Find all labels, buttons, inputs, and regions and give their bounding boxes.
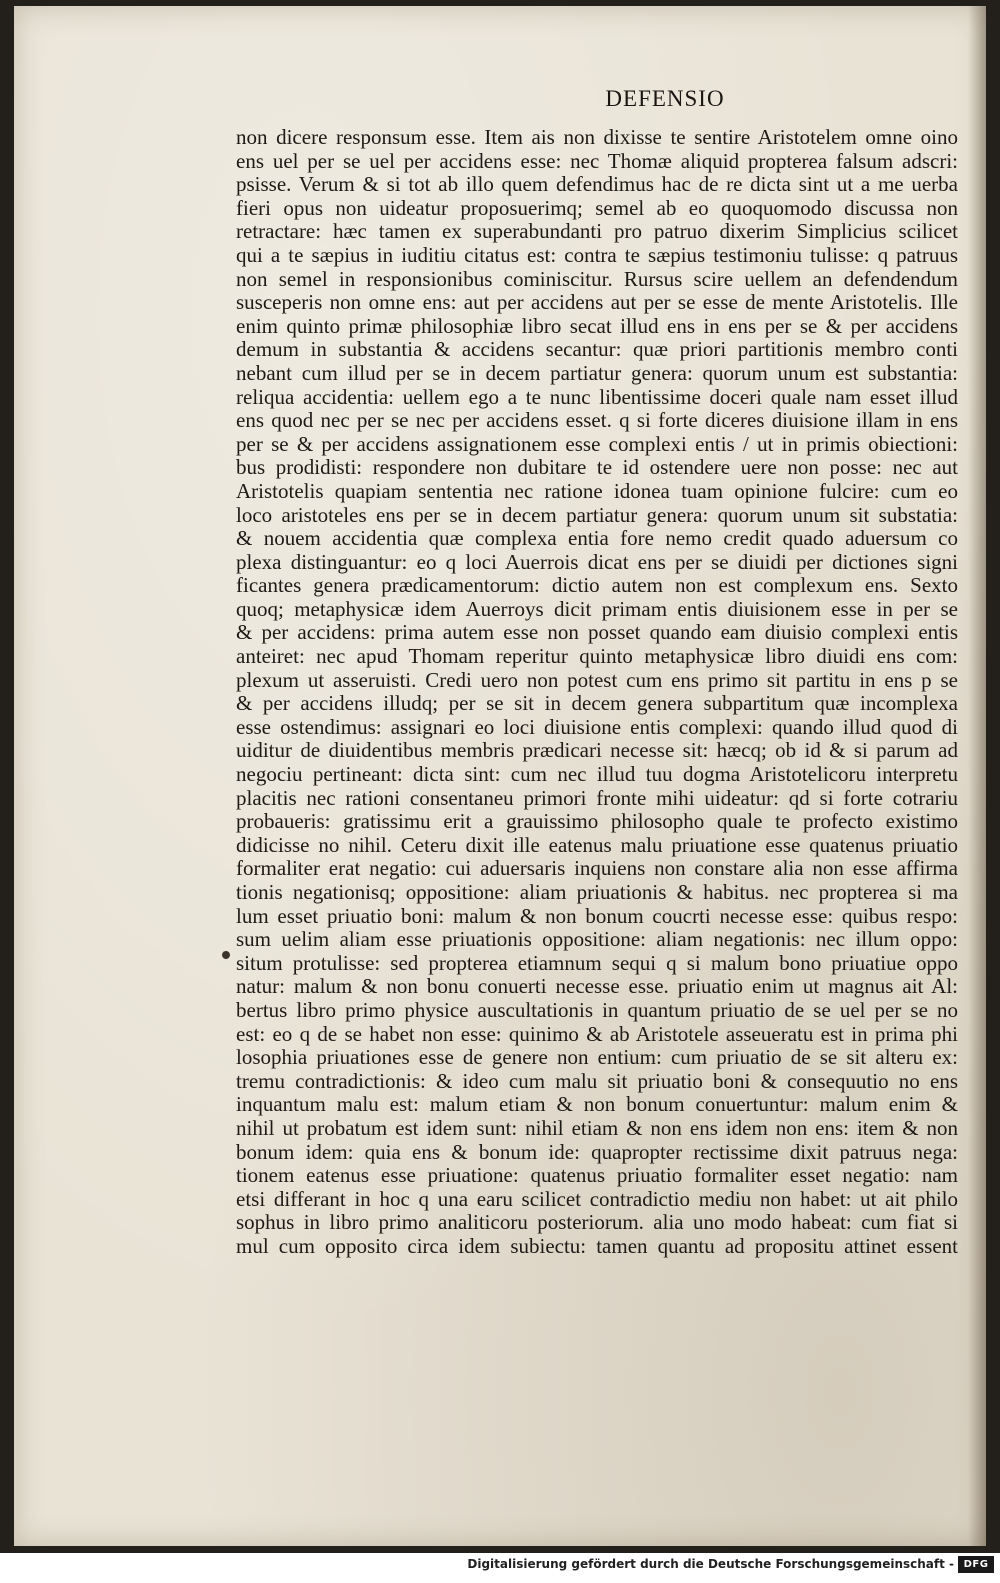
text-line: Aristotelis quapiam sententia nec ratione idonea tuam opinione fulcire: cum eo (236, 479, 958, 503)
text-line: situm protulisse: sed propterea etiamnum sequi q si malum bono priuatiue oppo (236, 951, 958, 975)
page-edge-shadow (968, 6, 986, 1546)
text-line: & nouem accidentia quæ complexa entia fore nemo credit quado aduersum co (236, 527, 958, 551)
dfg-logo: DFG (958, 1556, 994, 1573)
text-line: susceperis non omne ens: aut per accidens aut per se esse de mente Aristotelis. Ille (236, 291, 958, 315)
funding-credit: Digitalisierung gefördert durch die Deutsche Forschungsgemeinschaft - (467, 1557, 954, 1571)
text-line: non dicere responsum esse. Item ais non dixisse te sentire Aristotelem omne oino (236, 126, 958, 149)
text-line: didicisse no nihil. Ceteru dixit ille eatenus malu priuatione esse quatenus priuatio (236, 833, 958, 857)
text-line: ficantes genera prædicamentorum: dictio autem non est complexum ens. Sexto (236, 574, 958, 598)
text-line: uiditur de diuidentibus membris prædicari necesse sit: hæcq; ob id & si parum ad (236, 739, 958, 763)
text-line: formaliter erat negatio: cui aduersaris inquiens non constare alia non esse affirma (236, 857, 958, 881)
text-line: enim quinto primæ philosophiæ libro secat illud ens in ens per se & per accidens (236, 314, 958, 338)
text-line: bertus libro primo physice auscultationis in quantum priuatio de se uel per se no (236, 998, 958, 1022)
running-head: DEFENSIO (605, 86, 725, 111)
body-text (236, 126, 958, 1259)
text-line: nebant cum illud per se in decem partiatur genera: quorum unum est substantia: (236, 361, 958, 385)
text-line: losophia priuationes esse de genere non entium: cum priuatio de se sit alteru ex: (236, 1046, 958, 1070)
text-line: tremu contradictionis: & ideo cum malu sit priuatio boni & consequutio no ens (236, 1069, 958, 1093)
text-line: lum esset priuatio boni: malum & non bonum coucrti necesse esse: quibus respo: (236, 904, 958, 928)
text-line: inquantum malu est: malum etiam & non bonum conuertuntur: malum enim & (236, 1093, 958, 1117)
text-line: ens quod nec per se nec per accidens esset. q si forte diceres diuisione illam in ens (236, 409, 958, 433)
text-line: negociu pertineant: dicta sint: cum nec illud tuu dogma Aristotelicoru interpretu (236, 763, 958, 787)
text-line: mul cum opposito circa idem subiectu: tamen quantu ad propositu attinet essent (236, 1234, 958, 1258)
text-line: sophus in libro primo analiticoru posteriorum. alia uno modo habeat: cum fiat si (236, 1211, 958, 1235)
text-line: anteiret: nec apud Thomam reperitur quinto metaphysicæ libro diuidi ens com: (236, 645, 958, 669)
text-line: tionem eatenus esse priuatione: quatenus priuatio formaliter esset negatio: nam (236, 1164, 958, 1188)
text-line: plexa distinguantur: eo q loci Auerrois dicat ens per se diuidi per dictiones signi (236, 550, 958, 574)
text-line: quoq; metaphysicæ idem Auerroys dicit primam entis diuisionem esse in per se (236, 597, 958, 621)
text-line: ens uel per se uel per accidens esse: nec Thomæ aliquid propterea falsum adscri: (236, 149, 958, 173)
text-line: psisse. Verum & si tot ab illo quem defendimus hac de re dicta sint ut a me uerba (236, 173, 958, 197)
text-line: tionis negationisq; oppositione: aliam priuationis & habitus. nec propterea si ma (236, 881, 958, 904)
text-line: non semel in responsionibus cominiscitur. Rursus scire uellem an defendendum (236, 267, 958, 291)
text-line: per se & per accidens assignationem esse complexi entis / ut in primis obiectioni: (236, 432, 958, 456)
text-line: reliqua accidentia: uellem ego a te nunc libentissime doceri quale nam esset illud (236, 385, 958, 409)
text-line: est: eo q de se habet non esse: quinimo & ab Aristotele asseueratu est in prima phi (236, 1022, 958, 1046)
text-line: retractare: hæc tamen ex superabundanti pro patruo dixerim Simplicius scilicet (236, 220, 958, 244)
text-line: qui a te sæpius in iuditiu citatus est: contra te sæpius testimoniu tulisse: q patruus (236, 243, 958, 267)
text-line: bonum idem: quia ens & bonum ide: quapropter rectissime dixit patruus nega: (236, 1140, 958, 1164)
text-line: loco aristoteles ens per se in decem partiatur genera: quorum unum sit substatia: (236, 503, 958, 527)
text-line: esse ostendimus: assignari eo loci diuisione entis complexi: quando illud quod di (236, 715, 958, 739)
text-line: & per accidens illudq; per se sit in decem genera subpartitum quæ incomplexa (236, 692, 958, 716)
text-line: & per accidens: prima autem esse non posset quando eam diuisio complexi entis (236, 621, 958, 645)
text-line: placitis nec rationi consentaneu primori fronte mihi uideatur: qd si forte cotrariu (236, 786, 958, 810)
text-line: natur: malum & non bonu conuerti necesse esse. priuatio enim ut magnus ait Al: (236, 975, 958, 999)
text-line: probaueris: gratissimu erit a grauissimo philosopho quale te profecto existimo (236, 810, 958, 834)
text-line: plexum ut asseruisti. Credi uero non potest cum ens primo sit partitu in ens p se (236, 668, 958, 692)
text-line: fieri opus non uideatur proposuerimq; semel ab eo quoquomodo discussa non (236, 196, 958, 220)
text-line: etsi differant in hoc q una earu scilicet contradictio mediu non habet: ut ait philo (236, 1187, 958, 1211)
text-line: bus prodidisti: respondere non dubitare te id ostendere uere non posse: nec aut (236, 456, 958, 480)
text-line: sum uelim aliam esse priuationis oppositione: aliam negationis: nec illum oppo: (236, 928, 958, 952)
text-line: nihil ut probatum est idem sunt: nihil etiam & non ens idem non ens: item & non (236, 1116, 958, 1140)
text-line: demum in substantia & accidens secantur: quæ priori partitionis membro conti (236, 338, 958, 362)
